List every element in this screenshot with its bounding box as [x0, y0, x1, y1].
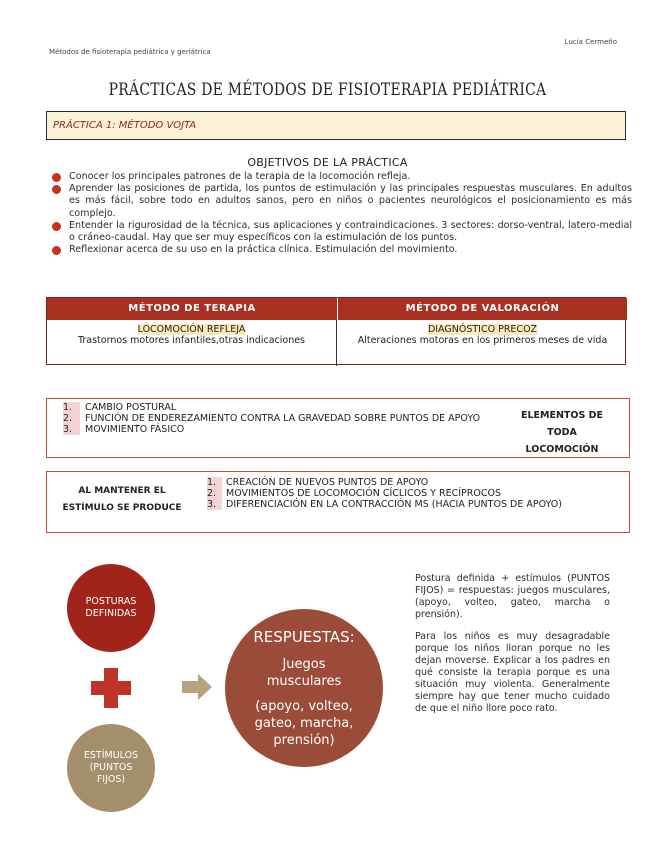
item-number: 2.	[207, 488, 222, 499]
postures-circle	[67, 564, 155, 652]
item-number: 2.	[63, 413, 80, 424]
responses-line: musculares	[266, 673, 342, 689]
stimulus-box	[46, 471, 630, 533]
list-item	[207, 488, 607, 499]
responses-title: RESPUESTAS:	[253, 627, 355, 646]
plus-icon	[91, 681, 131, 695]
evaluation-method-title: DIAGNÓSTICO PRECOZ	[427, 324, 538, 335]
note-paragraph: Para los niños es muy desagradable porque los niños lloran porque no les dejan moverse. Explicar a los padres en qué consiste la terapia porque es una situación muy violenta. Generalmente siempre hay que tener mucho cuidado de que el niño llore poco rato.	[415, 631, 610, 714]
item-number: 1.	[63, 402, 80, 413]
item-text: CAMBIO POSTURAL	[85, 402, 177, 413]
label-line: LOCOMOCIÓN	[525, 444, 599, 455]
label-line: ESTÍMULO SE PRODUCE	[62, 503, 182, 513]
arrow-right-icon	[182, 674, 212, 700]
list-item	[207, 477, 607, 488]
locomotion-elements-label	[515, 407, 609, 458]
evaluation-method-text: Alteraciones motoras en los primeros meses de vida	[357, 335, 608, 346]
item-text: MOVIMIENTOS DE LOCOMOCIÓN CÍCLICOS Y RECÍPROCOS	[226, 488, 501, 499]
stimuli-line: FIJOS)	[96, 774, 126, 785]
list-item	[63, 413, 503, 424]
practice-label: PRÁCTICA 1: MÉTODO VOJTA	[53, 120, 197, 131]
header-author: Lucía Cermeño	[564, 38, 617, 46]
therapy-method-title: LOCOMOCIÓN REFLEJA	[137, 324, 246, 335]
list-item	[63, 424, 503, 435]
evaluation-method-cell	[338, 320, 627, 366]
objective-item: Entender la rigurosidad de la técnica, sus aplicaciones y contraindicaciones. 3 sectores: dorso-ventral, latero-medial o cráneo-caudal. Hay que ser muy específicos con la estimulación de los puntos.	[52, 220, 632, 244]
therapy-method-text: Trastornos motores infantiles,otras indicaciones	[77, 335, 306, 346]
responses-line: Juegos	[282, 656, 326, 672]
page-title: PRÁCTICAS DE MÉTODOS DE FISIOTERAPIA PEDIÁTRICA	[108, 80, 547, 100]
objective-item: Aprender las posiciones de partida, los puntos de estimulación y las principales respuestas musculares. En adultos es más fácil, sobre todo en adultos sanos, pero en niños o pacientes neurológicos el posicionamiento es más complejo.	[52, 183, 632, 220]
stimuli-line: ESTÍMULOS	[83, 750, 139, 761]
list-item	[63, 402, 503, 413]
objective-item: Conocer los principales patrones de la terapia de la locomoción refleja.	[52, 171, 632, 183]
methods-table	[46, 297, 626, 365]
responses-line: (apoyo, volteo,	[255, 698, 353, 714]
item-text: FUNCIÓN DE ENDEREZAMIENTO CONTRA LA GRAVEDAD SOBRE PUNTOS DE APOYO	[85, 413, 481, 424]
item-text: DIFERENCIACIÓN EN LA CONTRACCIÓN MS (HACIA PUNTOS DE APOYO)	[226, 499, 562, 510]
label-line: ELEMENTOS DE	[520, 410, 603, 421]
stimulus-label	[52, 483, 192, 517]
item-number: 1.	[207, 477, 222, 488]
therapy-method-cell	[47, 320, 337, 366]
postures-line: POSTURAS	[85, 596, 137, 607]
therapy-method-header: MÉTODO DE TERAPIA	[47, 298, 337, 320]
note-paragraph: Postura definida + estímulos (PUNTOS FIJOS) = respuestas: juegos musculares, (apoyo, volteo, gateo, marcha o prensión).	[415, 573, 610, 620]
stimuli-line: (PUNTOS	[89, 762, 133, 773]
stimulus-list	[207, 477, 607, 510]
evaluation-method-header: MÉTODO DE VALORACIÓN	[338, 298, 627, 320]
label-line: AL MANTENER EL	[78, 486, 166, 496]
responses-circle	[225, 609, 383, 767]
list-item	[207, 499, 607, 510]
locomotion-elements-box	[46, 398, 630, 458]
notes-text	[415, 573, 610, 715]
item-number: 3.	[63, 424, 80, 435]
objectives-list	[52, 171, 632, 256]
objective-item: Reflexionar acerca de su uso en la práctica clínica. Estimulación del movimiento.	[52, 244, 632, 256]
locomotion-elements-list	[63, 402, 503, 435]
objectives-title: OBJETIVOS DE LA PRÁCTICA	[247, 156, 408, 169]
label-line: TODA	[547, 427, 577, 438]
header-subject: Métodos de fisioterapia pediátrica y geriátrica	[49, 48, 211, 56]
item-text: MOVIMIENTO FÁSICO	[85, 424, 185, 435]
responses-line: gateo, marcha,	[254, 715, 354, 731]
item-number: 3.	[207, 499, 222, 510]
stimuli-circle	[67, 724, 155, 812]
item-text: CREACIÓN DE NUEVOS PUNTOS DE APOYO	[226, 477, 429, 488]
responses-line: prensión)	[273, 732, 335, 748]
postures-line: DEFINIDAS	[85, 608, 137, 619]
practice-banner	[46, 111, 626, 140]
